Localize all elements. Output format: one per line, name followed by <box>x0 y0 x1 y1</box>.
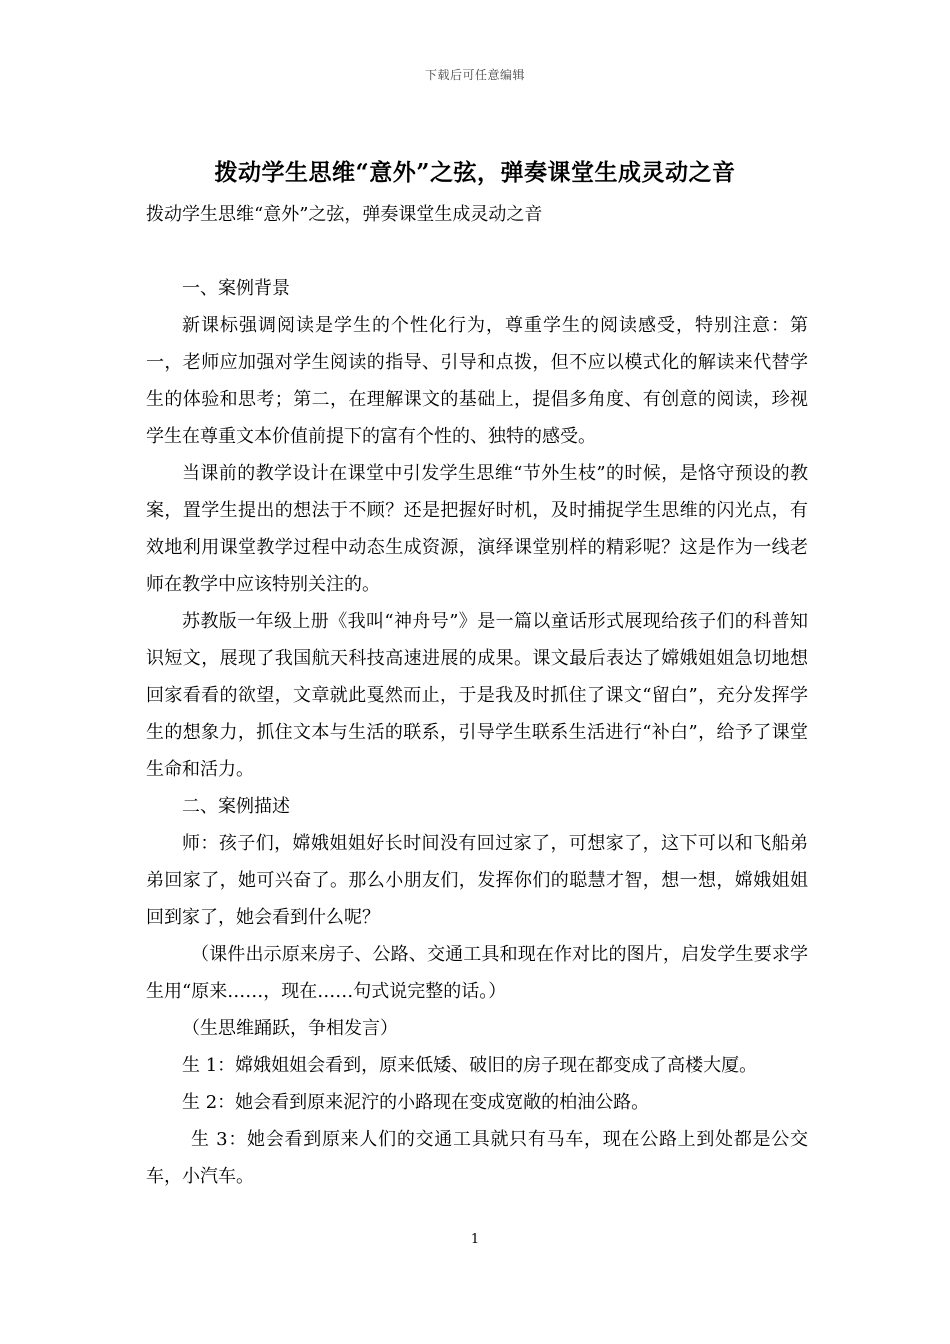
paragraph: 苏教版一年级上册《我叫“神舟号”》是一篇以童话形式展现给孩子们的科普知识短文，展现了我国航天科技高速进展的成果。课文最后表达了嫦娥姐姐急切地想回家看看的欲望，文章就此戛然而止，于是我及时抓住了课文“留白”，充分发挥学生的想象力，抓住文本与生活的联系，引导学生联系生活进行“补白”，给予了课堂生命和活力。 <box>146 611 808 780</box>
document-title: 拨动学生思维“意外”之弦，弹奏课堂生成灵动之音 <box>214 159 736 186</box>
document-body <box>146 196 808 1195</box>
paragraph: （课件出示原来房子、公路、交通工具和现在作对比的图片，启发学生要求学生用“原来……，现在……句式说完整的话。） <box>146 944 808 1002</box>
page-number: 1 <box>470 1232 480 1247</box>
paragraph: 当课前的教学设计在课堂中引发学生思维“节外生枝”的时候，是恪守预设的教案，置学生提出的想法于不顾？还是把握好时机，及时捕捉学生思维的闪光点，有效地利用课堂教学过程中动态生成资源，演绎课堂别样的精彩呢？这是作为一线老师在教学中应该特别关注的。 <box>146 463 808 595</box>
header-note: 下载后可任意编辑 <box>424 68 525 82</box>
document-subtitle: 拨动学生思维“意外”之弦，弹奏课堂生成灵动之音 <box>146 204 543 225</box>
paragraph: （生思维踊跃，争相发言） <box>182 1018 398 1039</box>
paragraph: 生 1：嫦娥姐姐会看到，原来低矮、破旧的房子现在都变成了高楼大厦。 <box>182 1055 758 1076</box>
paragraph: 生 3：她会看到原来人们的交通工具就只有马车，现在公路上到处都是公交车，小汽车。 <box>146 1129 808 1187</box>
paragraph: 新课标强调阅读是学生的个性化行为，尊重学生的阅读感受，特别注意：第一，老师应加强对学生阅读的指导、引导和点拨，但不应以模式化的解读来代替学生的体验和思考；第二，在理解课文的基础上，提倡多角度、有创意的阅读，珍视学生在尊重文本价值前提下的富有个性的、独特的感受。 <box>146 315 808 447</box>
paragraph: 生 2：她会看到原来泥泞的小路现在变成宽敞的柏油公路。 <box>182 1092 650 1113</box>
section-heading-background: 一、案例背景 <box>182 278 290 299</box>
paragraph: 师：孩子们，嫦娥姐姐好长时间没有回过家了，可想家了，这下可以和飞船弟弟回家了，她可兴奋了。那么小朋友们，发挥你们的聪慧才智，想一想，嫦娥姐姐回到家了，她会看到什么呢？ <box>146 833 808 928</box>
section-heading-description: 二、案例描述 <box>182 796 290 817</box>
